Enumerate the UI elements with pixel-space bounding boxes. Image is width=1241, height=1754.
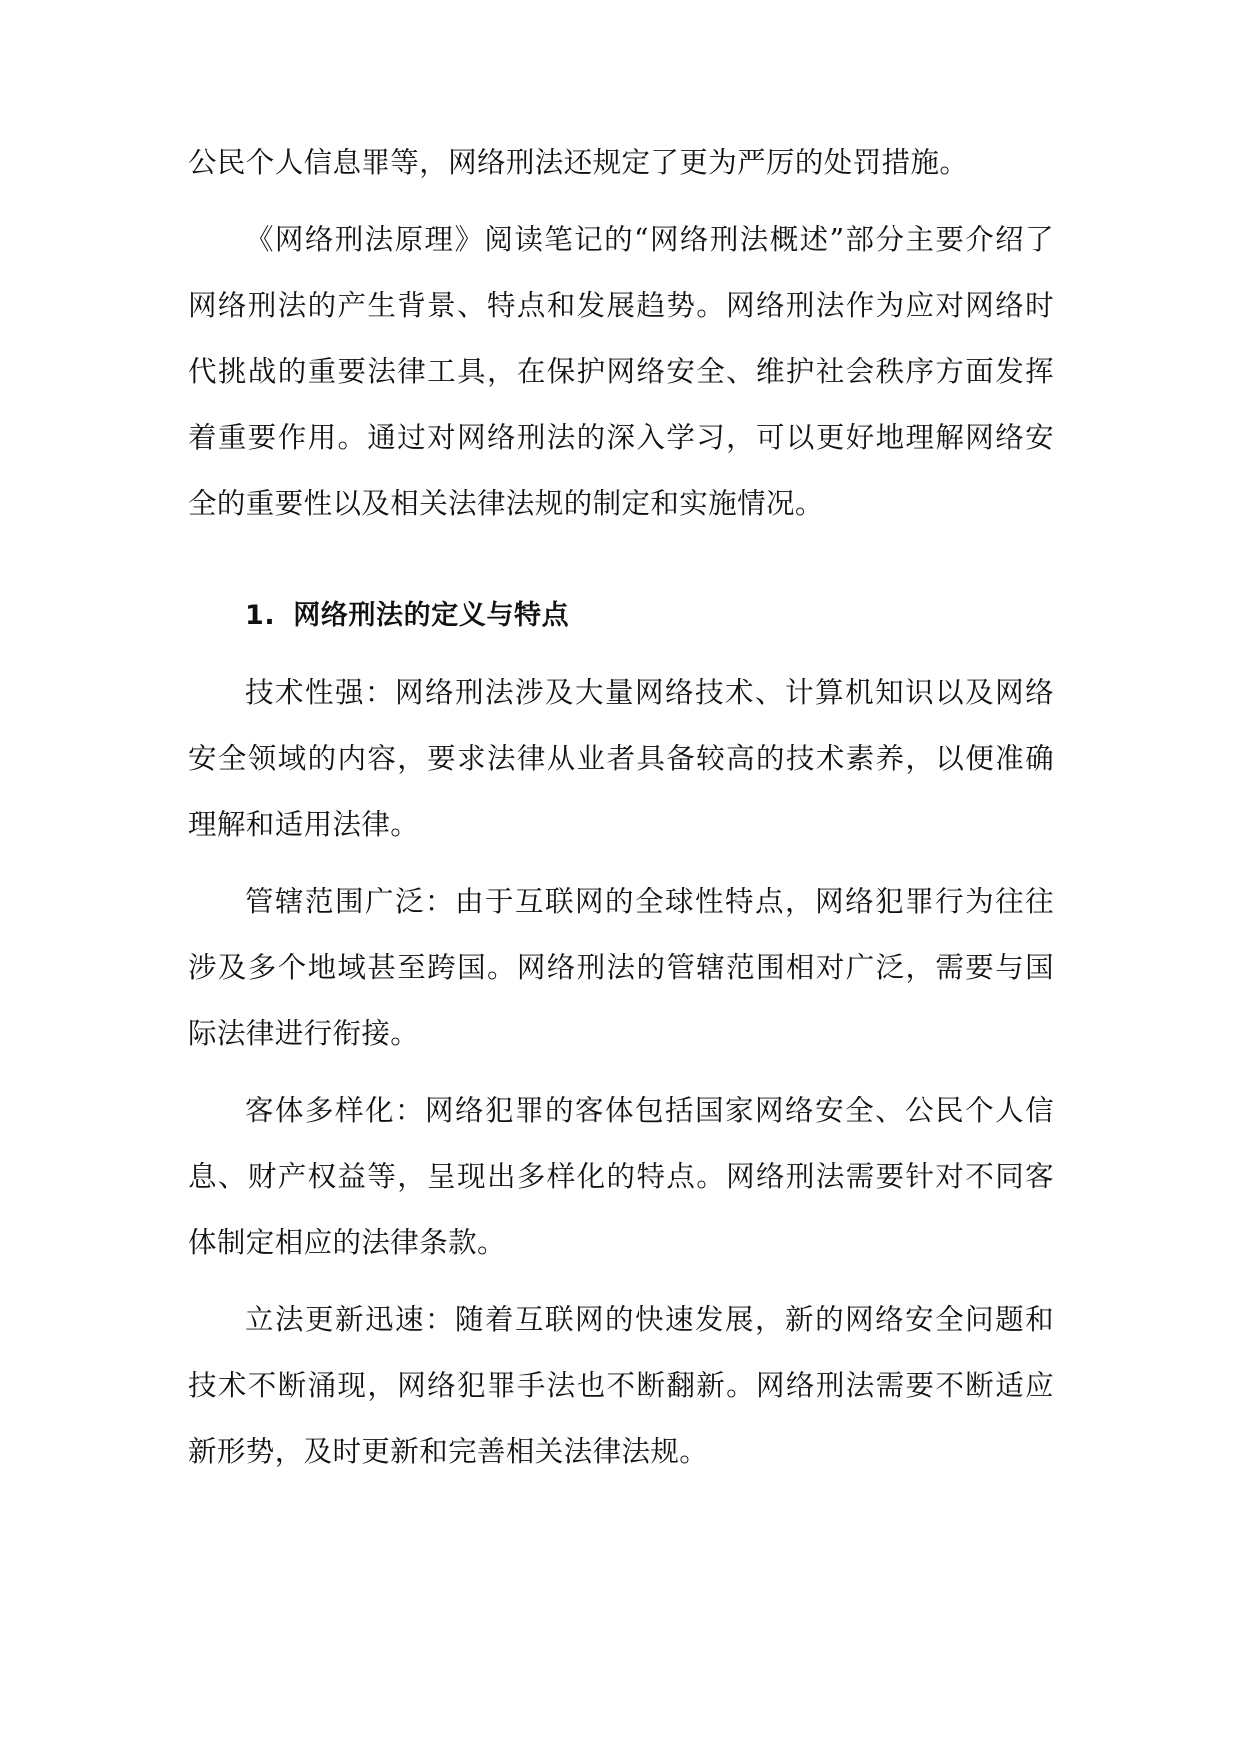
paragraph-overview-summary: 《网络刑法原理》阅读笔记的“网络刑法概述”部分主要介绍了网络刑法的产生背景、特点和发展趋势。网络刑法作为应对网络时代挑战的重要法律工具，在保护网络安全、维护社会秩序方面发挥着重要作用。通过对网络刑法的深入学习，可以更好地理解网络安全的重要性以及相关法律法规的制定和实施情况。 — [188, 223, 1054, 520]
paragraph-legislation-updates: 立法更新迅速：随着互联网的快速发展，新的网络安全问题和技术不断涌现，网络犯罪手法也不断翻新。网络刑法需要不断适应新形势，及时更新和完善相关法律法规。 — [188, 1303, 1054, 1468]
section-title: 网络刑法的定义与特点 — [293, 600, 570, 631]
paragraph-objects: 客体多样化：网络犯罪的客体包括国家网络安全、公民个人信息、财产权益等，呈现出多样化的特点。网络刑法需要针对不同客体制定相应的法律条款。 — [188, 1094, 1054, 1259]
paragraph-jurisdiction: 管辖范围广泛：由于互联网的全球性特点，网络犯罪行为往往涉及多个地域甚至跨国。网络刑法的管辖范围相对广泛，需要与国际法律进行衔接。 — [188, 885, 1054, 1050]
paragraph-continuation: 公民个人信息罪等，网络刑法还规定了更为严厉的处罚措施。 — [188, 146, 969, 179]
section-number: 1. — [245, 600, 276, 631]
document-body — [188, 130, 1054, 1496]
paragraph-technical: 技术性强：网络刑法涉及大量网络技术、计算机知识以及网络安全领域的内容，要求法律从业者具备较高的技术素养，以便准确理解和适用法律。 — [188, 676, 1054, 841]
section-heading — [188, 583, 1054, 649]
